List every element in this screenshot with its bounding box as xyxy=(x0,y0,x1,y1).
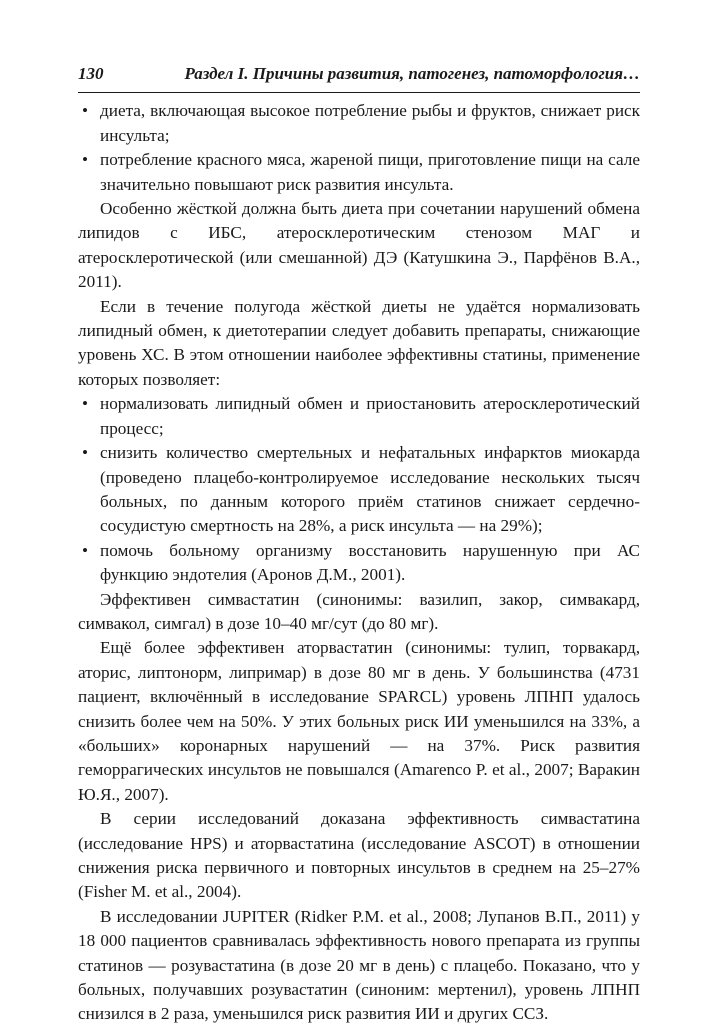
paragraph: Если в течение полугода жёсткой диеты не удаётся нормализовать липидный обмен, к диетотерапии следует добавить препараты, снижающие уровень ХС. В этом отношении наиболее эффективны статины, применение которых позволяет: xyxy=(78,296,640,389)
paragraph: В серии исследований доказана эффективность симвастатина (исследование HPS) и аторвастатина (исследование ASCOT) в отношении снижения риска первичного и повторных инсультов в среднем на 25–27% (Fisher M. et al., 2004). xyxy=(78,809,640,902)
paragraph: Особенно жёсткой должна быть диета при сочетании нарушений обмена липидов с ИБС, атеросклеротическим стенозом МАГ и атеросклеротической (или смешанной) ДЭ (Катушкина Э., Парфёнов В.А., 2011). xyxy=(78,199,640,292)
list-item: • помочь больному организму восстановить нарушенную при АС функцию эндотелия (Аронов Д.М., 2001). xyxy=(78,539,640,588)
list-item: • снизить количество смертельных и нефатальных инфарктов миокарда (проведено плацебо-контролируемое исследование нескольких тысяч больных, по данным которого приём статинов снижает сердечно-сосудистую смертность на 28%, а риск инсульта — на 29%); xyxy=(78,441,640,539)
list-item: • нормализовать липидный обмен и приостановить атеросклеротический процесс; xyxy=(78,392,640,441)
paragraph: В исследовании JUPITER (Ridker P.M. et al., 2008; Лупанов В.П., 2011) у 18 000 пациентов сравнивалась эффективность нового препарата из группы статинов — розувастатина (в дозе 20 мг в день) с плацебо. Показано, что у больных, получавших розувастатин (синоним: мертенил), уровень ЛПНП снизился в 2 раза, уменьшился риск развития ИИ и других ССЗ. xyxy=(78,906,640,1024)
diet-bullet-list xyxy=(78,99,640,197)
running-title: Раздел I. Причины развития, патогенез, патоморфология… xyxy=(184,64,640,83)
running-header xyxy=(78,62,640,93)
book-page xyxy=(78,62,640,1027)
list-item: • потребление красного мяса, жареной пищи, приготовление пищи на сале значительно повышают риск развития инсульта. xyxy=(78,148,640,197)
paragraph: Ещё более эффективен аторвастатин (синонимы: тулип, торвакард, аторис, липтонорм, липримар) в дозе 80 мг в день. У большинства (4731 пациент, включённый в исследование SPARCL) уровень ЛПНП удалось снизить более чем на 50%. У этих больных риск ИИ уменьшился на 33%, а «больших» коронарных нарушений — на 37%. Риск развития геморрагических инсультов не повышался (Amarenco P. et al., 2007; Варакин Ю.Я., 2007). xyxy=(78,638,640,804)
list-item: • диета, включающая высокое потребление рыбы и фруктов, снижает риск инсульта; xyxy=(78,99,640,148)
paragraph: Эффективен симвастатин (синонимы: вазилип, закор, симвакард, симвакол, симгал) в дозе 10–40 мг/сут (до 80 мг). xyxy=(78,589,640,633)
statins-bullet-list xyxy=(78,392,640,587)
page-number: 130 xyxy=(78,64,104,83)
